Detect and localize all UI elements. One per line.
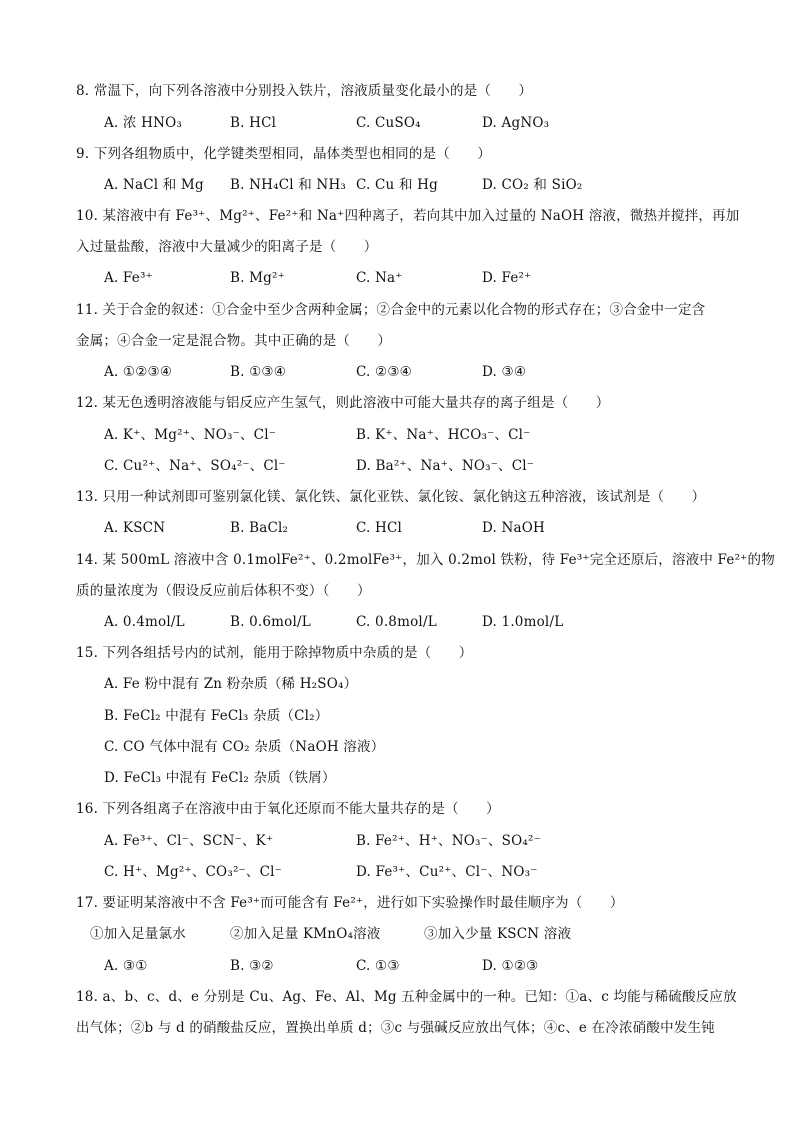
q10-option-d: D. Fe²⁺ [482, 270, 532, 286]
q16-stem: 16. 下列各组离子在溶液中由于氧化还原而不能大量共存的是（ ） [76, 801, 500, 817]
q17-operation-1: ①加入足量氯水 [90, 926, 186, 942]
q13-option-d: D. NaOH [482, 520, 546, 536]
q9-option-a: A. NaCl 和 Mg [104, 177, 204, 193]
q14-option-c: C. 0.8mol/L [356, 614, 437, 630]
q10-option-b: B. Mg²⁺ [230, 270, 285, 286]
q17-operation-2: ②加入足量 KMnO₄溶液 [230, 926, 381, 942]
q12-option-a: A. K⁺、Mg²⁺、NO₃⁻、Cl⁻ [104, 427, 277, 443]
q11-stem-line2: 金属；④合金一定是混合物。其中正确的是（ ） [76, 333, 392, 349]
q13-option-c: C. HCl [356, 520, 403, 536]
q12-option-d: D. Ba²⁺、Na⁺、NO₃⁻、Cl⁻ [356, 458, 535, 474]
q16-option-d: D. Fe³⁺、Cu²⁺、Cl⁻、NO₃⁻ [356, 864, 538, 880]
q14-option-d: D. 1.0mol/L [482, 614, 564, 630]
q12-option-c: C. Cu²⁺、Na⁺、SO₄²⁻、Cl⁻ [104, 458, 286, 474]
q11-stem-line1: 11. 关于合金的叙述：①合金中至少含两种金属；②合金中的元素以化合物的形式存在；③合金中一定含 [76, 302, 706, 318]
q9-stem: 9. 下列各组物质中，化学键类型相同，晶体类型也相同的是（ ） [76, 146, 492, 162]
q17-option-c: C. ①③ [356, 958, 400, 974]
q13-option-a: A. KSCN [104, 520, 166, 536]
q17-option-d: D. ①②③ [482, 958, 539, 974]
q10-stem-line2: 入过量盐酸，溶液中大量减少的阳离子是（ ） [76, 239, 378, 255]
q8-stem: 8. 常温下，向下列各溶液中分别投入铁片，溶液质量变化最小的是（ ） [76, 83, 533, 99]
q10-stem-line1: 10. 某溶液中有 Fe³⁺、Mg²⁺、Fe²⁺和 Na⁺四种离子，若向其中加入过量的 NaOH 溶液，微热并搅拌，再加 [76, 208, 740, 224]
q11-option-d: D. ③④ [482, 364, 527, 380]
q14-stem-line1: 14. 某 500mL 溶液中含 0.1molFe²⁺、0.2molFe³⁺，加入 0.2mol 铁粉，待 Fe³⁺完全还原后，溶液中 Fe²⁺的物 [76, 552, 775, 568]
q11-option-b: B. ①③④ [230, 364, 287, 380]
q9-option-b: B. NH₄Cl 和 NH₃ [230, 177, 347, 193]
q9-option-d: D. CO₂ 和 SiO₂ [482, 177, 583, 193]
q15-option-d: D. FeCl₃ 中混有 FeCl₂ 杂质（铁屑） [104, 770, 336, 786]
q14-option-a: A. 0.4mol/L [104, 614, 185, 630]
q17-operation-3: ③加入少量 KSCN 溶液 [424, 926, 572, 942]
q17-option-a: A. ③① [104, 958, 148, 974]
q9-option-c: C. Cu 和 Hg [356, 177, 438, 193]
q11-option-a: A. ①②③④ [104, 364, 173, 380]
q8-option-b: B. HCl [230, 115, 277, 131]
q12-option-b: B. K⁺、Na⁺、HCO₃⁻、Cl⁻ [356, 427, 531, 443]
q16-option-a: A. Fe³⁺、Cl⁻、SCN⁻、K⁺ [104, 833, 274, 849]
q12-stem: 12. 某无色透明溶液能与铝反应产生氢气，则此溶液中可能大量共存的离子组是（ ） [76, 395, 610, 411]
q15-stem: 15. 下列各组括号内的试剂，能用于除掉物质中杂质的是（ ） [76, 645, 473, 661]
q17-option-b: B. ③② [230, 958, 274, 974]
q13-option-b: B. BaCl₂ [230, 520, 289, 536]
q15-option-c: C. CO 气体中混有 CO₂ 杂质（NaOH 溶液） [104, 739, 385, 755]
q17-stem: 17. 要证明某溶液中不含 Fe³⁺而可能含有 Fe²⁺，进行如下实验操作时最佳顺序为（ ） [76, 895, 624, 911]
q16-option-b: B. Fe²⁺、H⁺、NO₃⁻、SO₄²⁻ [356, 833, 541, 849]
q8-option-c: C. CuSO₄ [356, 115, 421, 131]
q14-option-b: B. 0.6mol/L [230, 614, 311, 630]
q15-option-b: B. FeCl₂ 中混有 FeCl₃ 杂质（Cl₂） [104, 708, 329, 724]
q16-option-c: C. H⁺、Mg²⁺、CO₃²⁻、Cl⁻ [104, 864, 282, 880]
q14-stem-line2: 质的量浓度为（假设反应前后体积不变）（ ） [76, 583, 371, 599]
q8-option-d: D. AgNO₃ [482, 115, 550, 131]
q18-stem-line2: 出气体；②b 与 d 的硝酸盐反应，置换出单质 d；③c 与强碱反应放出气体；④c、e 在冷浓硝酸中发生钝 [76, 1020, 715, 1036]
q11-option-c: C. ②③④ [356, 364, 412, 380]
q18-stem-line1: 18. a、b、c、d、e 分别是 Cu、Ag、Fe、Al、Mg 五种金属中的一种。已知：①a、c 均能与稀硫酸反应放 [76, 989, 737, 1005]
q15-option-a: A. Fe 粉中混有 Zn 粉杂质（稀 H₂SO₄） [104, 676, 358, 692]
q13-stem: 13. 只用一种试剂即可鉴别氯化镁、氯化铁、氯化亚铁、氯化铵、氯化钠这五种溶液，该试剂是（ ） [76, 489, 706, 505]
q8-option-a: A. 浓 HNO₃ [104, 115, 182, 131]
q10-option-a: A. Fe³⁺ [104, 270, 153, 286]
q10-option-c: C. Na⁺ [356, 270, 403, 286]
